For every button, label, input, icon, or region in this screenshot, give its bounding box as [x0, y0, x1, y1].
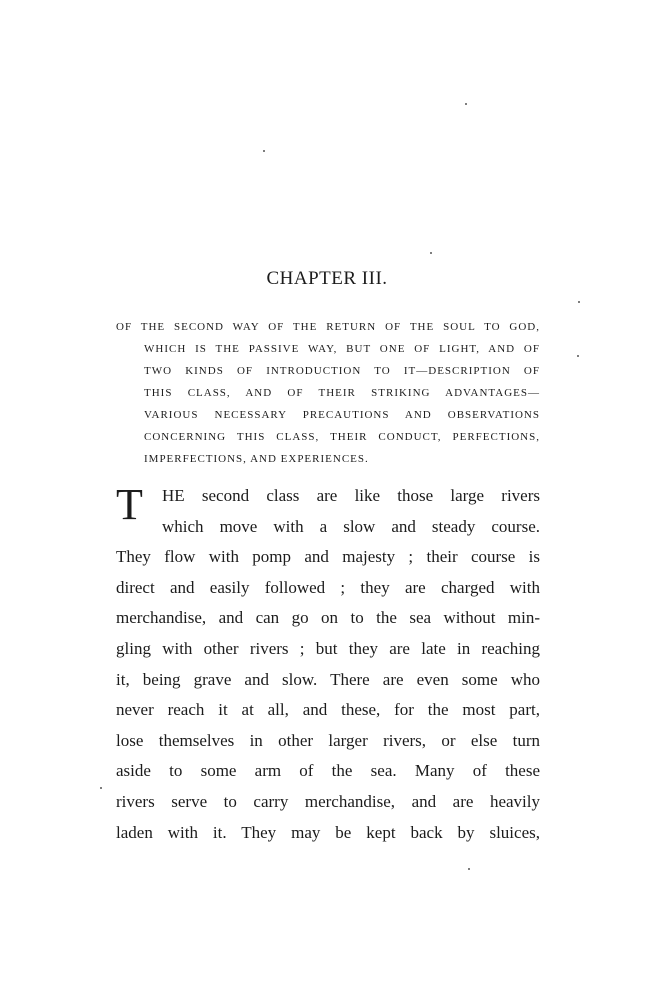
paper-speck: [577, 355, 579, 357]
body-line: direct and easily followed ; they are charged with: [116, 577, 540, 597]
body-line: it, being grave and slow. There are even some who: [116, 669, 540, 689]
chapter-title: CHAPTER III.: [266, 268, 388, 289]
paper-speck: [100, 787, 102, 789]
chapter-synopsis: [116, 316, 540, 470]
body-line: gling with other rivers ; but they are late in reaching: [116, 638, 540, 658]
synopsis-line: THIS CLASS, AND OF THEIR STRIKING ADVANTAGES—: [144, 387, 540, 399]
first-line-text: HE second class are like those large rivers: [162, 486, 540, 505]
body-line: merchandise, and can go on to the sea without min-: [116, 608, 540, 628]
body-line: never reach it at all, and these, for the most part,: [116, 700, 540, 720]
synopsis-line: CONCERNING THIS CLASS, THEIR CONDUCT, PERFECTIONS,: [144, 431, 540, 443]
paper-speck: [578, 301, 580, 303]
synopsis-line: TWO KINDS OF INTRODUCTION TO IT—DESCRIPTION OF: [144, 365, 540, 377]
paper-speck: [465, 103, 467, 105]
paper-speck: [468, 868, 470, 870]
synopsis-line: WHICH IS THE PASSIVE WAY, BUT ONE OF LIGHT, AND OF: [144, 343, 540, 355]
synopsis-line: VARIOUS NECESSARY PRECAUTIONS AND OBSERVATIONS: [144, 409, 540, 421]
body-line: which move with a slow and steady course.: [162, 516, 540, 536]
body-text: [116, 481, 540, 848]
body-line: aside to some arm of the sea. Many of these: [116, 761, 540, 781]
drop-cap: T: [116, 480, 143, 529]
body-line: They flow with pomp and majesty ; their course is: [116, 547, 540, 567]
body-line: lose themselves in other larger rivers, or else turn: [116, 730, 540, 750]
synopsis-line: OF THE SECOND WAY OF THE RETURN OF THE SOUL TO GOD,: [116, 321, 540, 333]
synopsis-line: IMPERFECTIONS, AND EXPERIENCES.: [144, 453, 369, 465]
paper-speck: [263, 150, 265, 152]
body-line: rivers serve to carry merchandise, and are heavily: [116, 791, 540, 811]
body-line: laden with it. They may be kept back by sluices,: [116, 822, 540, 842]
paper-speck: [430, 252, 432, 254]
